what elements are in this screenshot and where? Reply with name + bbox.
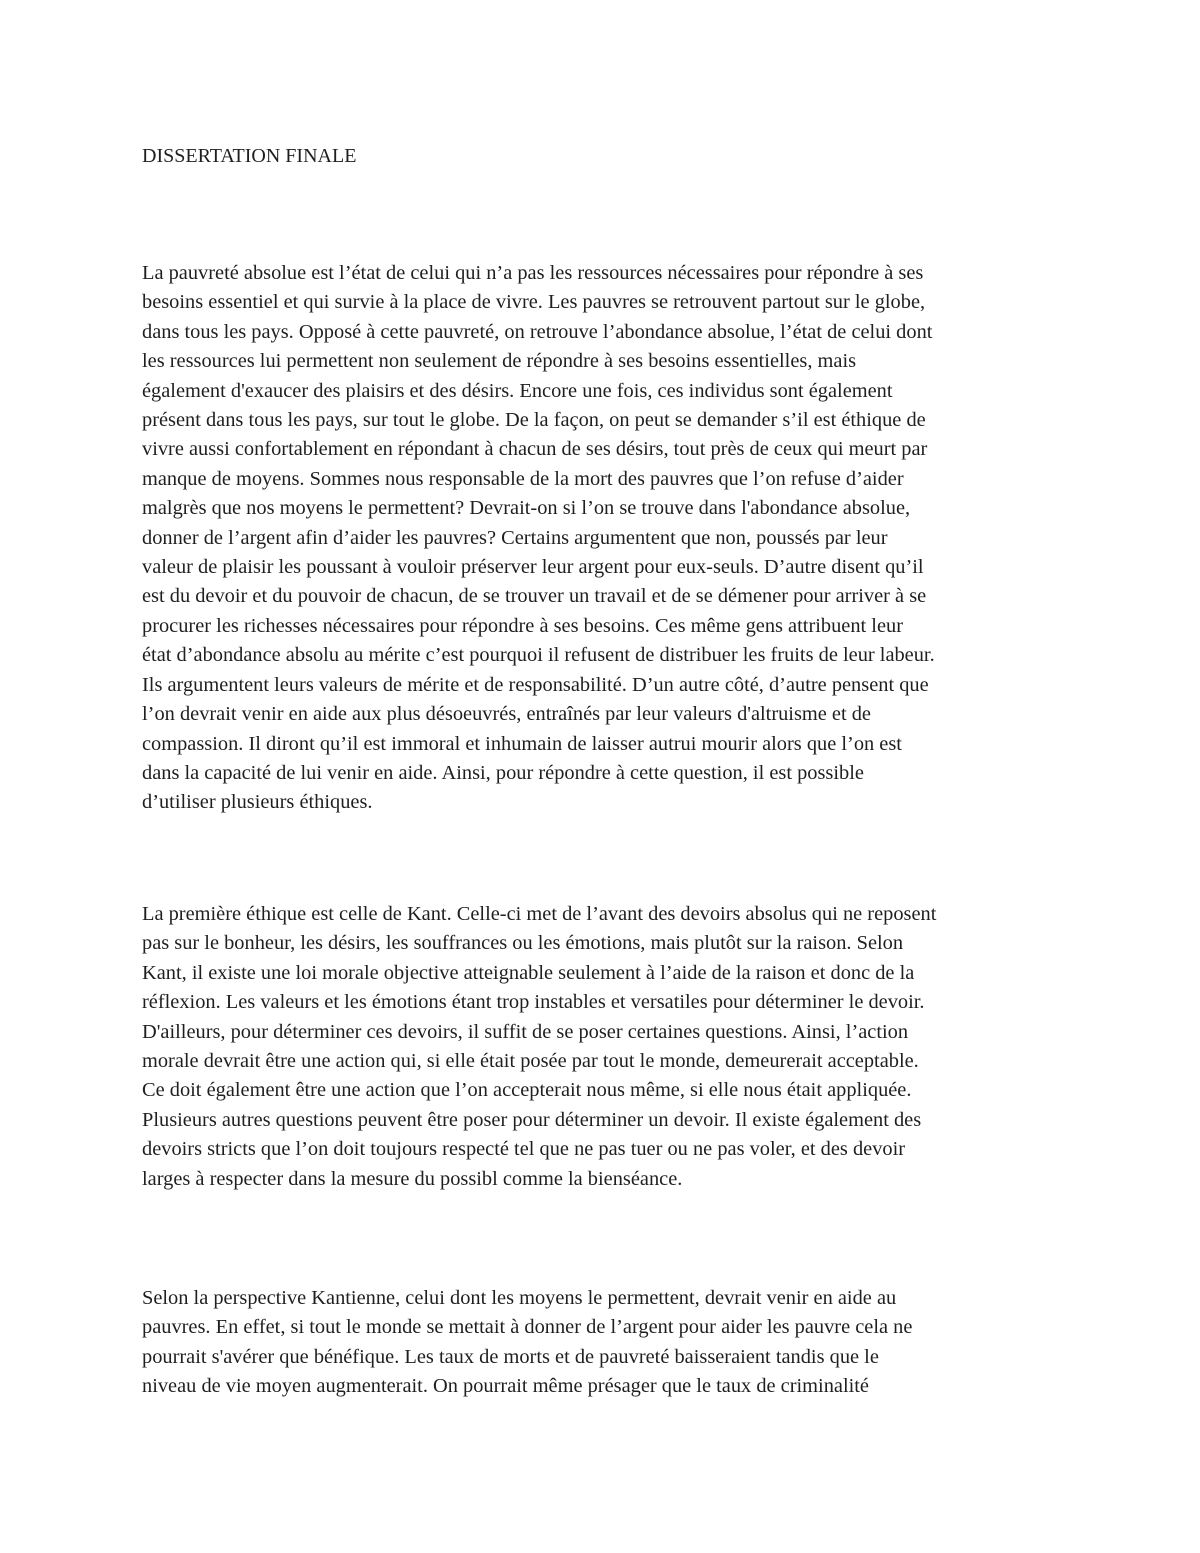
text-line: l’on devrait venir en aide aux plus désoeuvrés, entraînés par leur valeurs d'altruisme et de xyxy=(142,703,871,726)
text-line: présent dans tous les pays, sur tout le globe. De la façon, on peut se demander s’il est éthique de xyxy=(142,409,926,432)
text-line: Plusieurs autres questions peuvent être poser pour déterminer un devoir. Il existe également des xyxy=(142,1108,922,1131)
text-line: état d’abondance absolu au mérite c’est pourquoi il refusent de distribuer les fruits de leur labeur. xyxy=(142,644,935,667)
text-line: manque de moyens. Sommes nous responsable de la mort des pauvres que l’on refuse d’aider xyxy=(142,467,904,490)
text-line: malgrès que nos moyens le permettent? Devrait-on si l’on se trouve dans l'abondance absolue, xyxy=(142,497,911,520)
text-line: procurer les richesses nécessaires pour répondre à ses besoins. Ces même gens attribuent leur xyxy=(142,614,903,637)
text-line: les ressources lui permettent non seulement de répondre à ses besoins essentielles, mais xyxy=(142,350,857,373)
paragraph-introduction xyxy=(142,259,935,818)
text-line: D'ailleurs, pour déterminer ces devoirs, il suffit de se poser certaines questions. Ainsi, l’action xyxy=(142,1020,909,1043)
paragraph-kantian-perspective xyxy=(142,1284,912,1402)
text-line: Ils argumentent leurs valeurs de mérite et de responsabilité. D’un autre côté, d’autre pensent que xyxy=(142,673,929,696)
text-line: réflexion. Les valeurs et les émotions étant trop instables et versatiles pour déterminer le devoir. xyxy=(142,991,925,1014)
text-line: La première éthique est celle de Kant. Celle-ci met de l’avant des devoirs absolus qui ne reposent xyxy=(142,903,937,925)
text-line: d’utiliser plusieurs éthiques. xyxy=(142,791,373,814)
text-line: donner de l’argent afin d’aider les pauvres? Certains argumentent que non, poussés par leur xyxy=(142,526,888,549)
text-line: dans tous les pays. Opposé à cette pauvreté, on retrouve l’abondance absolue, l’état de celui dont xyxy=(142,320,933,343)
text-line: Selon la perspective Kantienne, celui dont les moyens le permettent, devrait venir en aide au xyxy=(142,1287,897,1309)
text-line: également d'exaucer des plaisirs et des désirs. Encore une fois, ces individus sont également xyxy=(142,379,893,402)
text-line: valeur de plaisir les poussant à vouloir préserver leur argent pour eux-seuls. D’autre disent qu’il xyxy=(142,556,924,579)
text-line: vivre aussi confortablement en répondant à chacun de ses désirs, tout près de ceux qui meurt par xyxy=(142,438,928,461)
paragraph-kant-ethics xyxy=(142,900,936,1194)
text-line: morale devrait être une action qui, si elle était posée par tout le monde, demeurerait acceptable. xyxy=(142,1050,919,1073)
text-line: niveau de vie moyen augmenterait. On pourrait même présager que le taux de criminalité xyxy=(142,1375,869,1398)
text-line: dans la capacité de lui venir en aide. Ainsi, pour répondre à cette question, il est possible xyxy=(142,761,864,784)
text-line: est du devoir et du pouvoir de chacun, de se trouver un travail et de se démener pour arriver à se xyxy=(142,585,927,608)
text-line: Kant, il existe une loi morale objective atteignable seulement à l’aide de la raison et donc de la xyxy=(142,961,915,984)
text-line: compassion. Il diront qu’il est immoral et inhumain de laisser autrui mourir alors que l’on est xyxy=(142,732,902,755)
text-line: pas sur le bonheur, les désirs, les souffrances ou les émotions, mais plutôt sur la raison. Selon xyxy=(142,932,904,955)
text-line: Ce doit également être une action que l’on accepterait nous même, si elle nous était appliquée. xyxy=(142,1079,912,1102)
text-line: larges à respecter dans la mesure du possibl comme la bienséance. xyxy=(142,1167,683,1190)
text-line: pauvres. En effet, si tout le monde se mettait à donner de l’argent pour aider les pauvre cela ne xyxy=(142,1316,913,1339)
text-line: La pauvreté absolue est l’état de celui qui n’a pas les ressources nécessaires pour répondre à ses xyxy=(142,262,924,284)
document-title: DISSERTATION FINALE xyxy=(142,145,357,167)
text-line: besoins essentiel et qui survie à la place de vivre. Les pauvres se retrouvent partout sur le globe, xyxy=(142,291,926,314)
text-line: devoirs stricts que l’on doit toujours respecté tel que ne pas tuer ou ne pas voler, et des devoir xyxy=(142,1138,906,1161)
text-line: pourrait s'avérer que bénéfique. Les taux de morts et de pauvreté baisseraient tandis que le xyxy=(142,1345,879,1368)
